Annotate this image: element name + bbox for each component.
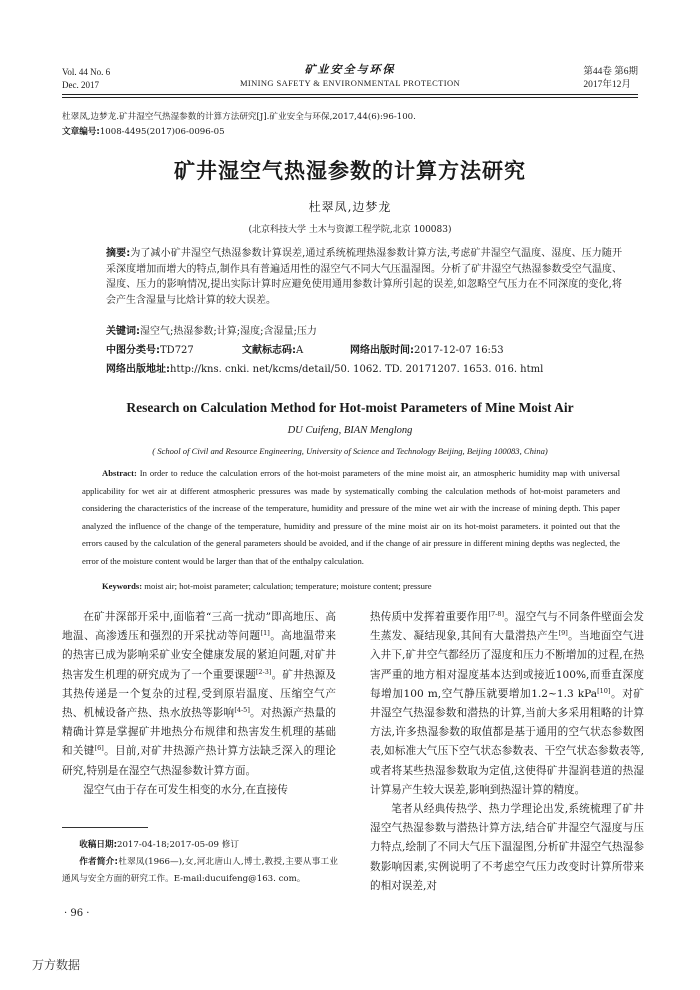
reference-mark: [1] (260, 629, 270, 638)
online-pub-time (350, 343, 504, 358)
affiliation-zh: (北京科技大学 土木与资源工程学院,北京 100083) (248, 225, 452, 235)
keywords-zh-label: 关键词: (106, 326, 140, 337)
title-zh: 矿井湿空气热湿参数的计算方法研究 (174, 159, 526, 183)
watermark: 万方数据 (32, 958, 81, 972)
keywords-zh (106, 324, 317, 339)
date-zh: 2017年12月 (583, 80, 631, 90)
body-text: 在矿井深部开采中,面临着“三高一扰动”即高地压、高地温、高渗透压和强烈的开采扰动等问题 (62, 611, 336, 643)
body-column-left (62, 608, 336, 800)
keywords-en-text: moist air; hot-moist parameter; calculation; temperature; moisture content; pressure (142, 581, 432, 591)
article-number (62, 125, 225, 139)
reference-mark: [7-8] (488, 610, 505, 618)
clc-label: 中图分类号: (106, 345, 160, 356)
affiliation-en: ( School of Civil and Resource Engineering, University of Science and Technology Beijing, Beijing 100083, China) (152, 446, 548, 456)
reference-mark: [2-3] (255, 667, 272, 676)
doc-label: 文献标志码: (242, 345, 296, 356)
abstract-en-label: Abstract: (102, 468, 137, 478)
footnote-received (62, 837, 338, 854)
pub-time-label: 网络出版时间: (350, 345, 414, 356)
author-bio-text: 杜翠凤(1966—),女,河北唐山人,博士,教授,主要从事工业通风与安全方面的研究工作。E-mail:ducuifeng@163. com。 (62, 857, 338, 884)
reference-mark: [6] (94, 744, 104, 753)
author-bio-label: 作者简介: (79, 857, 118, 867)
article-number-label: 文章编号: (62, 127, 100, 137)
body-text: 。对矿井湿空气热湿参数和潜热的计算,当前大多采用粗略的计算方法,许多热湿参数的取值都是基于通用的空气状态参数图表,如标准大气压下空气状态参数表、干空气状态参数表等,或者将某些热湿参数取为定值,这使得矿井湿润巷道的热湿计算易产生较大误差,影响到热湿计算的精度。 (370, 687, 645, 796)
journal-name-zh: 矿业安全与环保 (304, 63, 396, 76)
keywords-en-label: Keywords: (102, 581, 143, 591)
classification-row (106, 343, 626, 358)
body-text: 。目前,对矿井热源产热计算方法缺乏深入的理论研究,特别是在湿空气热湿参数计算方面。 (62, 745, 336, 777)
volume-en: Vol. 44 No. 6 (62, 67, 111, 77)
clc-value: TD727 (160, 345, 194, 356)
body-paragraph (370, 608, 644, 800)
body-text: 。矿井热源及其热传递是一个复杂的过程,受到原岩温度、压缩空气产热、机械设备产热、热水放热等影响 (62, 668, 337, 720)
body-text: 。当地面空气进入井下,矿井空气都经历了湿度和压力不断增加的过程,在热害严重的地方相对湿度基本达到或接近100%,而垂直深度每增加100 m,空气静压就要增加1.2~1.3 kPa (370, 630, 645, 700)
footnote (62, 837, 338, 888)
header-rule-thick (62, 94, 638, 95)
reference-mark: [4-5] (234, 706, 250, 715)
footnote-author (62, 854, 338, 888)
keywords-zh-text: 湿空气;热湿参数;计算;湿度;含湿量;压力 (140, 326, 317, 337)
abstract-zh (106, 246, 622, 308)
volume-zh: 第44卷 第6期 (583, 67, 638, 77)
journal-name-en: MINING SAFETY & ENVIRONMENTAL PROTECTION (239, 78, 461, 88)
article-number-value: 1008-4495(2017)06-0096-05 (99, 127, 225, 137)
doc-value: A (296, 345, 304, 356)
abstract-zh-text: 为了减小矿井湿空气热湿参数计算误差,通过系统梳理热湿参数计算方法,考虑矿井湿空气温度、湿度、压力随开采深度增加而增大的特点,制作具有普遍适用性的湿空气不同大气压温湿图。分析了矿井湿空气热湿参数受空气温度、湿度、压力的影响情况,提出实际计算时应避免使用通用参数计算所引起的误差,如忽略空气压力在不同深度的变化,将会产生含湿量与比焓计算的较大误差。 (106, 248, 622, 306)
date-en: Dec. 2017 (62, 80, 99, 90)
body-text: 热传质中发挥着重要作用 (370, 611, 489, 623)
received-value: 2017-04-18;2017-05-09 修订 (117, 840, 239, 850)
body-paragraph (62, 608, 336, 781)
abstract-en-text: In order to reduce the calculation errors of the hot-moist parameters of the mine moist air, an atmospheric humidity map with universal applicability for wet air at different atmospheric pressures was made by systematically combing the calculation methods of hot-moist parameters and considering the characteristics of the increase of the temperature, humidity and pressure of the mine wet air with the increase of mining depth. This paper analyzed the influence of the change of the temperature, humidity and pressure of the mine moist air on its hot-moist parameters. it pointed out that the errors caused by the calculation of the general parameters should be avoided, and if the change of air pressure in different mining depths was neglected, the error of the moisture content would be larger than that of the enthalpy calculation. (82, 468, 620, 566)
online-address-url[interactable]: http://kns. cnki. net/kcms/detail/50. 1062. TD. 20171207. 1653. 016. html (170, 364, 544, 375)
body-text: 。高地温带来的热害已成为影响采矿业安全健康发展的紧迫问题,对矿井热害发生机理的研究成为了一个重要课题 (62, 630, 337, 681)
online-address (106, 362, 543, 377)
body-text: 。湿空气与不同条件壁面会发生蒸发、凝结现象,其间有大量潜热产生 (370, 611, 645, 643)
authors-en: DU Cuifeng, BIAN Menglong (287, 425, 413, 436)
online-address-label: 网络出版地址: (106, 364, 170, 375)
keywords-en (102, 579, 432, 593)
abstract-en (82, 465, 620, 570)
page-number: · 96 · (64, 908, 90, 919)
body-paragraph: 笔者从经典传热学、热力学理论出发,系统梳理了矿井湿空气热湿参数与潜热计算方法,结合矿井湿空气湿度与压力特点,绘制了不同大气压下温湿图,分析矿井湿空气热湿参数影响因素,实例说明了不考虑空气压力改变时计算所带来的相对误差,对 (370, 803, 644, 892)
received-label: 收稿日期: (79, 840, 117, 850)
authors-zh: 杜翠凤,边梦龙 (308, 200, 392, 214)
pub-time-value: 2017-12-07 16:53 (414, 345, 504, 356)
body-column-right (370, 608, 644, 896)
header-right (583, 66, 638, 92)
title-en: Research on Calculation Method for Hot-moist Parameters of Mine Moist Air (126, 400, 574, 415)
clc-number (106, 345, 194, 356)
body-paragraph: 湿空气由于存在可发生相变的水分,在直接传 (83, 783, 288, 796)
doc-code (242, 343, 303, 358)
citation: 杜翠凤,边梦龙.矿井湿空气热湿参数的计算方法研究[J].矿业安全与环保,2017,44(6):96-100. (62, 112, 416, 122)
header-rule-thin (62, 97, 638, 98)
body-text: 。对热源产热量的精确计算是掌握矿井地热分布规律和热害发生机理的基础和关键 (62, 707, 337, 758)
abstract-zh-label: 摘要: (106, 248, 131, 259)
reference-mark: [9] (558, 629, 568, 638)
footnote-rule (62, 827, 148, 828)
reference-mark: [10] (597, 686, 611, 695)
